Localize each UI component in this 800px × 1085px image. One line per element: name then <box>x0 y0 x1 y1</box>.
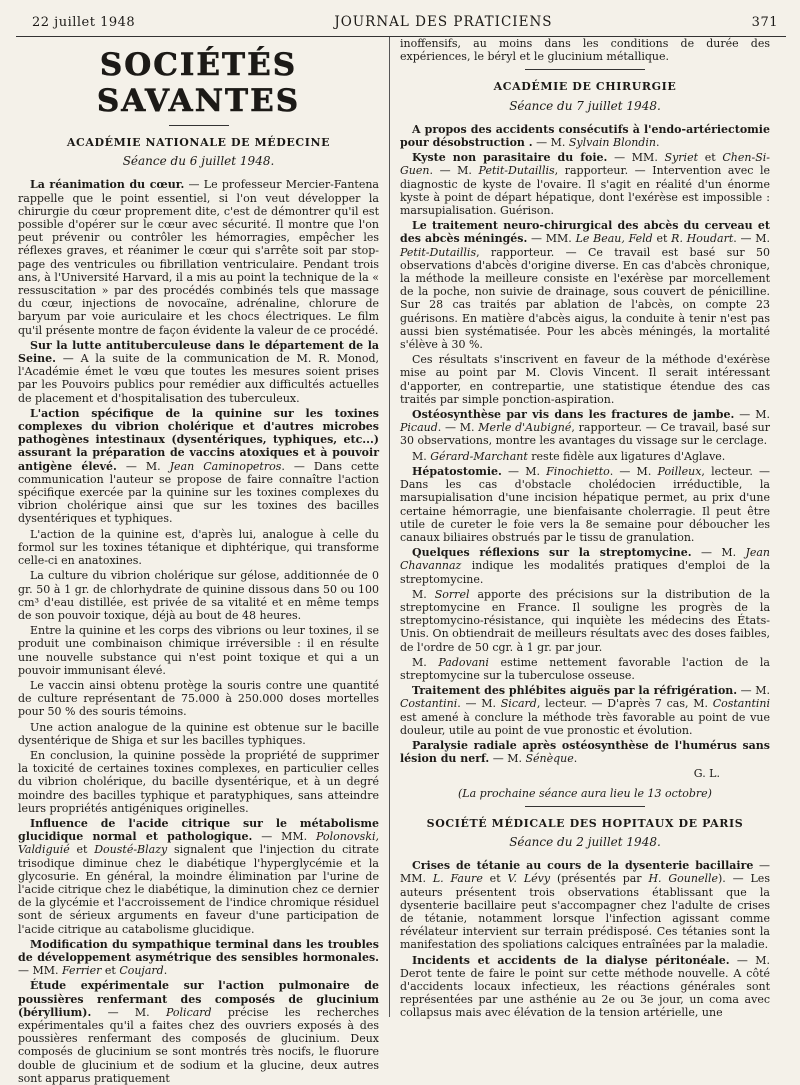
text-run: — MM. <box>252 830 317 844</box>
text-run: — MM. <box>400 859 770 886</box>
article-reanimation <box>18 178 379 336</box>
text-run: . <box>655 136 660 150</box>
article-glucinium <box>18 979 379 1085</box>
text-run: — MM. <box>527 232 576 246</box>
article-hepatostomie <box>400 465 770 544</box>
author: Poilleux <box>657 464 702 478</box>
author: R. Houdart <box>671 232 734 246</box>
author: Petit-Dutaillis <box>478 164 555 178</box>
text-run: (présentés par <box>550 872 649 886</box>
divider <box>169 125 229 126</box>
article-paralysie <box>400 739 770 765</box>
article-streptomycine <box>400 546 770 586</box>
header-date: 22 juillet 1948 <box>32 15 136 30</box>
text-run: — M. <box>489 752 526 766</box>
page-header <box>10 10 786 36</box>
left-column <box>10 37 390 1085</box>
article-dialyse <box>400 954 770 1020</box>
article-tetanie <box>400 859 770 951</box>
journal-title: JOURNAL DES PRATICIENS <box>334 14 553 30</box>
text-run: M. <box>412 655 439 669</box>
author: Ferrier <box>62 964 102 978</box>
paragraph: inoffensifs, au moins dans les conditions de durée des expériences, le béryl et le glucinium métallique. <box>400 37 770 64</box>
text-run: — M. <box>737 684 770 698</box>
author: Finochietto <box>546 464 610 478</box>
text-run: . — M. <box>437 421 479 435</box>
article-title: Le traitement neuro-chirurgical des abcès du cerveau et des abcès méningés. <box>400 219 770 246</box>
article-title: Incidents et accidents de la dialyse péritonéale. <box>412 953 730 967</box>
author: Merle d'Aubigné <box>478 421 572 435</box>
article-title: Sur la lutte antituberculeuse dans le département de la Seine. <box>18 338 379 366</box>
article-quinine <box>18 407 379 526</box>
article-text: ). — Les auteurs présentent trois observations établissant que la dysenterie bacillaire peut s'accompagner chez l'adulte de crises de tétanie, notamment lorsque l'infection agissant comme révélateur intervient sur terrain prédisposé. Ces tétanies sont la manifestation des spoliations calciques entraînées par la maladie. <box>400 872 770 952</box>
author: Petit-Dutaillis <box>400 245 477 259</box>
text-run: — M. <box>532 136 569 150</box>
article-title: Influence de l'acide citrique sur le métabolisme glucidique normal et pathologique. <box>18 816 379 844</box>
text-run: — M. <box>734 408 770 422</box>
author: Coujard <box>119 964 164 978</box>
article-title: L'action spécifique de la quinine sur les toxines complexes du vibrion cholérique et d'autres microbes pathogènes intestinaux (dysentériques, typhiques, etc...) assurant la préparation de vaccins atoxiques et à pouvoir antigène élevé. <box>18 406 379 473</box>
text-run: et <box>482 872 508 886</box>
article-phlebites <box>400 684 770 737</box>
article-title: La réanimation du cœur. <box>30 178 185 192</box>
text-run: M. <box>412 587 435 601</box>
section-heading: SOCIÉTÉ MÉDICALE DES HOPITAUX DE PARIS <box>426 816 744 830</box>
article-title: Traitement des phlébites aiguës par la réfrigération. <box>412 684 738 698</box>
section-heading: ACADÉMIE NATIONALE DE MÉDECINE <box>66 136 331 149</box>
text-run: . — M. <box>733 232 771 246</box>
paragraph: L'action de la quinine est, d'après lui, analogue à celle du formol sur les toxines tétanique et diphtérique, qui transforme celle-ci en anatoxines. <box>18 527 379 568</box>
text-run: . — M. <box>457 697 501 711</box>
article-text: . — Dans cette communication l'auteur se propose de faire connaître l'action spécifique exercée par la quinine sur les toxines complexes du vibrion cholérique ainsi que sur les toxines des bacilles dysentériques et typhiques. <box>18 459 380 526</box>
author: V. Lévy <box>507 872 551 886</box>
text-run: — MM. <box>18 964 63 978</box>
author: Jean Chavannaz <box>400 546 770 573</box>
author: Policard <box>165 1005 212 1019</box>
paragraph: Ces résultats s'inscrivent en faveur de la méthode d'exérèse mise au point par M. Clovis Vincent. Il serait intéressant d'apporter, en contrepartie, une statistique étendue des cas traités par simple ponction-aspiration. <box>400 353 770 406</box>
section-heading: ACADÉMIE DE CHIRURGIE <box>493 80 677 94</box>
page-number: 371 <box>751 15 778 30</box>
text-run: — M. <box>116 459 170 473</box>
text-run: M. <box>412 449 431 463</box>
text-run: et <box>698 151 723 165</box>
author: Sorrel <box>434 587 470 601</box>
author: Chen-Si-Guen <box>400 151 770 178</box>
text-run: . <box>573 752 578 766</box>
article-text: — M. Derot tente de faire le point sur cette méthode nouvelle. A côté d'accidents locaux infectieux, les réactions générales sont représentées par une asthénie au 2e ou 3e jour, un coma avec collapsus mais avec élévation de la tension artérielle, une <box>400 953 770 1020</box>
article-title: Crises de tétanie au cours de la dysenterie bacillaire <box>412 859 754 873</box>
author: Costantini <box>400 697 458 711</box>
article-kyste <box>400 151 770 217</box>
article-title: Quelques réflexions sur la streptomycine. <box>412 546 692 560</box>
author: L. Faure <box>432 872 483 886</box>
article-text: signalent que l'injection du citrate trisodique diminue chez le diabétique l'hyperglycémie et la glycosurie. En général, la moindre élimination par l'urine de l'acide citrique chez le diabétique, la diminution chez ce dernier de la glycémie et l'accroissement de l'indice chromique résiduel sont de sérieux arguments en faveur d'une participation de l'acide citrique au catabolisme glucidique. <box>18 843 379 936</box>
article-osteosynthese <box>400 408 770 448</box>
session-date: Séance du 7 juillet 1948. <box>509 98 661 113</box>
author: Jean Caminopetros <box>169 459 282 473</box>
author: Gérard-Marchant <box>430 449 528 463</box>
author: Padovani <box>438 655 489 669</box>
paragraph: Entre la quinine et les corps des vibrions ou leur toxines, il se produit une combinaison chimique irréversible : il en résulte une nouvelle substance qui n'est point toxique et qui a un pouvoir immunisant élevé. <box>18 624 379 677</box>
author: Sylvain Blondin <box>568 136 656 150</box>
article-title: Hépatostomie. <box>412 464 502 478</box>
article-text: — Le professeur Mercier-Fantena rappelle que le point essentiel, si l'on veut développer la chirurgie du cœur proprement dite, c'est de démontrer qu'il est possible d'opérer sur le cœur avec sécurité. Il montre que l'on peut prévenir ou contrôler les hémorragies, empêcher les réflexes graves, et réanimer le cœur qui s'arrête soit par stop-page des ventricules ou fibrillation ventriculaire. Pendant trois ans, à l'Université Harvard, il a mis au point la technique de la « ressuscitation » par des procédés combinés tels que massage du cœur, injections de novocaïne, adrénaline, chlorure de baryum par voie auriculaire et les chocs électriques. Le film qu'il présente montre de façon évidente la valeur de ce procédé. <box>18 178 379 337</box>
article-text: — A la suite de la communication de M. R. Monod, l'Académie émet le vœu que toutes les mesures soient prises par les Pouvoirs publics pour remédier aux difficultés actuelles de placement et d'hospitalisation des tuberculeux. <box>18 352 379 405</box>
article-abces-cerveau <box>400 219 770 351</box>
session-date: Séance du 6 juillet 1948. <box>122 154 275 169</box>
article-text: , rapporteur. — Intervention avec le diagnostic de kyste de l'ovaire. Il s'agit en réalité d'un énorme kyste à point de départ hépatique, dont l'exérèse est impossible : marsupialisation. Guérison. <box>400 164 770 218</box>
author: H. Gounelle <box>648 872 719 886</box>
session-date: Séance du 2 juillet 1948. <box>509 834 661 849</box>
text-run: reste fidèle aux ligatures d'Aglave. <box>527 449 726 463</box>
text-run: , lecteur. — D'après 7 cas, M. <box>536 697 713 711</box>
divider <box>525 806 645 807</box>
columns <box>10 37 786 1085</box>
author: Sénèque <box>525 752 574 766</box>
text-run: et <box>101 964 120 978</box>
signature: G. L. <box>693 767 720 781</box>
author: Syriet <box>664 151 699 165</box>
article-title: Paralysie radiale après ostéosynthèse de l'humérus sans lésion du nerf. <box>400 738 770 766</box>
article-text: , rapporteur. — Ce travail, basé sur 30 observations, montre les avantages du vissage sur le cerclage. <box>400 421 770 448</box>
author: Dousté-Blazy <box>94 843 168 857</box>
article-title: Ostéosynthèse par vis dans les fractures de jambe. <box>412 408 735 422</box>
article-endo-arteriectomie <box>400 123 770 149</box>
article-text: précise les recherches expérimentales qu'il a faites chez des ouvriers exposés à des poussières renfermant des composés de glucinium. Deux composés de glucinium se sont montrés très nocifs, le fluorure double de glucinium et de sodium et la glucine, deux autres sont apparus pratiquement <box>18 1005 379 1085</box>
text-run: — M. <box>691 546 746 560</box>
article-text: indique les modalités pratiques d'emploi de la streptomycine. <box>400 559 770 586</box>
article-text: , rapporteur. — Ce travail est basé sur 50 observations d'abcès d'origine diverse. En cas d'abcès chronique, la méthode la meilleure consiste en l'exérèse par morcellement de la poche, non suivie de drainage, sous couvert de pénicilline. Sur 28 cas traités par ablation de l'abcès, on compte 23 guérisons. En matière d'abcès aigus, la conduite à tenir n'est pas aussi bien systématisée. Pour les abcès méningés, la mortalité s'élève à 30 %. <box>400 245 770 352</box>
paragraph: Une action analogue de la quinine est obtenue sur le bacille dysentérique de Shiga et sur les bacilles typhiques. <box>18 720 379 747</box>
article-sympathique <box>18 938 379 978</box>
author: Le Beau, Feld <box>575 232 653 246</box>
paragraph: La culture du vibrion cholérique sur gélose, additionnée de 0 gr. 50 à 1 gr. de chlorhydrate de quinine dissous dans 50 ou 100 cm³ d'eau distillée, est privée de sa vitalité et en même temps de son pouvoir toxique, déjà au bout de 48 heures. <box>18 569 379 622</box>
author: Costantini <box>712 697 770 711</box>
paragraph: En conclusion, la quinine possède la propriété de supprimer la toxicité de certaines toxines complexes, en particulier celles du vibrion cholérique, du bacille dysentérique, et à un degré moindre des bacilles typhique et paratyphiques, sans atteindre leurs propriétés antigéniques originelles. <box>18 748 379 815</box>
paragraph <box>400 588 770 654</box>
article-tuberculose <box>18 339 379 405</box>
article-title: A propos des accidents consécutifs à l'endo-artériectomie pour désobstruction . <box>400 122 770 150</box>
paragraph <box>400 450 770 463</box>
article-title: Étude expérimentale sur l'action pulmonaire de poussières renfermant des composés de glucinium (béryllium). <box>18 979 379 1019</box>
text-run: et <box>652 232 672 246</box>
divider <box>525 69 645 70</box>
article-title: Modification du sympathique terminal dans les troubles de développement asymétrique des sensibles hormonales. <box>18 937 379 964</box>
text-run: et <box>69 843 95 857</box>
author: Sicard <box>500 697 537 711</box>
article-title: Kyste non parasitaire du foie. <box>412 151 608 165</box>
text-run: — M. <box>501 464 547 478</box>
next-session-note: (La prochaine séance aura lieu le 13 octobre) <box>458 786 712 800</box>
author: Polonovski, Valdiguié <box>18 830 379 857</box>
article-acide-citrique <box>18 817 379 936</box>
author: Picaud <box>400 421 438 435</box>
paragraph: Le vaccin ainsi obtenu protège la souris contre une quantité de culture représentant de 75.000 à 250.000 doses mortelles pour 50 % des souris témoins. <box>18 678 379 719</box>
article-text: , lecteur. — Dans les cas d'obstacle cholédocien irréductible, la marsupialisation d'une incision hépatique permet, au prix d'une certaine hémorragie, une bienfaisante cholerragie. Il peut être utile de cureter le foie vers la 8e semaine pour déboucher les canaux biliaires obstrués par le tissu de granulation. <box>400 464 770 544</box>
text-run: apporte des précisions sur la distribution de la streptomycine en France. Il souligne les progrès de la streptomycino-résistance, qui inquiète les médecins des États-Unis. On obtiendrait de meilleurs résultats avec des doses faibles, de l'ordre de 50 cgr. à 1 gr. par jour. <box>400 587 770 654</box>
right-column <box>390 37 771 1020</box>
text-run: . <box>163 964 168 978</box>
text-run: . — M. <box>429 164 479 178</box>
text-run: — M. <box>91 1005 166 1019</box>
masthead: SOCIÉTÉS SAVANTES <box>96 47 301 119</box>
text-run: — MM. <box>607 151 665 165</box>
paragraph <box>400 656 770 682</box>
text-run: estime nettement favorable l'action de la streptomycine sur la tuberculose osseuse. <box>400 655 770 682</box>
article-text: est amené à conclure la méthode très favorable au point de vue douleur, utile au point de vue pronostic et évolution. <box>400 710 770 737</box>
text-run: . — M. <box>609 464 658 478</box>
